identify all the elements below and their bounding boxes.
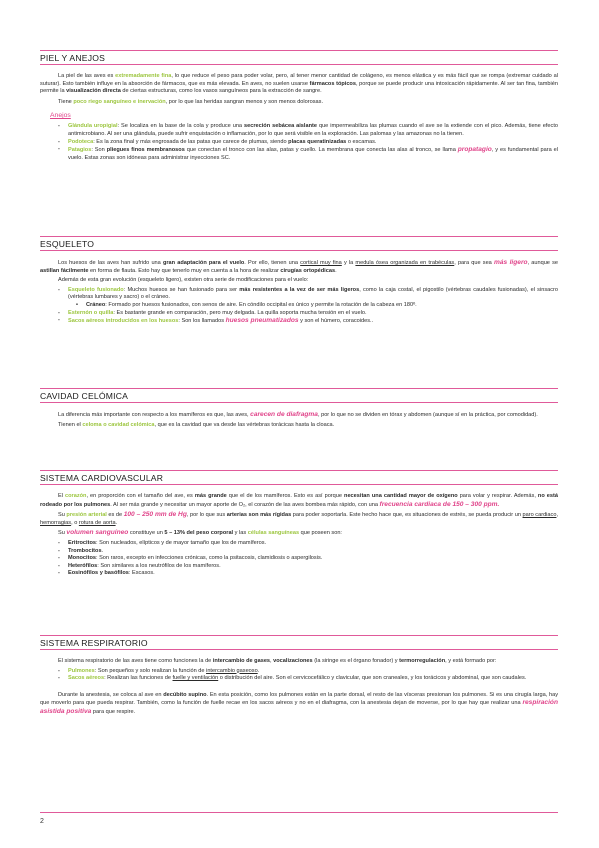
modificaciones-list [40, 287, 558, 326]
page-number: 2 [40, 818, 44, 825]
list-item: - Pulmones: Son pequeños y solo realizan la función de intercambio gaseoso. [68, 668, 558, 676]
paragraph: Además de esta gran evolución (esqueleto ligero), existen otra serie de modificaciones para el vuelo: [58, 277, 309, 284]
section-celomica [40, 388, 558, 429]
paragraph: Su volumen sanguíneo constituye un 5 – 13% del peso corporal y las células sanguíneas que poseen son: [58, 529, 342, 537]
section-respiratorio [40, 635, 558, 717]
section-title: ESQUELETO [40, 236, 558, 251]
list-item: - Eritrocitos: Son nucleados, elípticos y de mayor tamaño que los de mamíferos. [68, 540, 558, 548]
section-title: SISTEMA RESPIRATORIO [40, 635, 558, 650]
section-piel [40, 50, 558, 162]
list-item: - Heterófilos: Son similares a los neutrófilos de los mamíferos. [68, 563, 558, 571]
section-title: SISTEMA CARDIOVASCULAR [40, 470, 558, 485]
paragraph: La piel de las aves es extremadamente fina, lo que reduce el peso para poder volar, pero, al tener menor cantidad de colágeno, es menos elástica y es más fácil que se rompa (extremar cuidado al suturar). Esto también influye en la absorción de fármacos, que es más elevada. En aves, no suelen usarse fármacos tópicos, porque se puede producir una intoxicación rápidamente. Al ser tan fina, también permite la visualización directa de ciertas estructuras, como los vasos sanguíneos para la extracción de sangre. [40, 73, 558, 95]
anejos-list [40, 123, 558, 162]
paragraph: Tiene poco riego sanguíneo e inervación, por lo que las heridas sangran menos y son menos dolorosas. [58, 98, 324, 105]
list-item: - Monocitos: Son raros, excepto en infecciones crónicas, como la psitacosis, clamidiosis o aspergilosis. [68, 555, 558, 563]
list-item: - Sacos aéreos introducidos en los huesos: Son los llamados huesos pneumatizados y son el húmero, coracoides.. [68, 317, 558, 326]
celulas-list [40, 540, 558, 578]
paragraph: Tienen el celoma o cavidad celómica, que es la cavidad que va desde las vértebras torácicas hasta la cloaca. [58, 421, 335, 428]
section-esqueleto [40, 236, 558, 326]
subheading-anejos: Anejos [50, 112, 71, 120]
list-item: - Glándula uropigial: Se localiza en la base de la cola y produce una secreción sebácea aislante que impermeabiliza las plumas cuando el ave se la extiende con el pico. Además, tiene efecto antimicrobiano. Al ser una glándula, puede sufrir enquistación o inflamación, por lo que será visible en la exploración. Las palomas y las amazonas no la tienen. [68, 123, 558, 138]
paragraph: El corazón, en proporción con el tamaño del ave, es más grande que el de los mamíferos. Esto es así porque necesitan una cantidad mayor de oxígeno para volar y respirar. Además, no está rodeado por los pulmones. Al ser más grande y necesitar un mayor aporte de O₂, el corazón de las aves bombea más rápido, con una frecuencia cardiaca de 150 – 300 ppm. [40, 493, 558, 508]
paragraph: Los huesos de las aves han sufrido una gran adaptación para el vuelo. Por ello, tienen una cortical muy fina y la medula ósea organizada en trabéculas, para que sea más ligero, aunque se astillan fácilmente en forma de flauta. Esto hay que tenerlo muy en cuenta a la hora de realizar cirugías ortopédicas. [40, 259, 558, 274]
paragraph: La diferencia más importante con respecto a los mamíferos es que, las aves, carecen de diafragma, por lo que no se dividen en tórax y abdomen (aunque sí en la práctica, por comodidad). [58, 411, 538, 418]
section-title: PIEL Y ANEJOS [40, 50, 558, 65]
list-item: - Sacos aéreos: Realizan las funciones de fuelle y ventilación o distribución del aire. Son el cervicocefálico y clavicular, que son craneales, y los torácicos y abdominal, que son caudales. [68, 675, 558, 683]
section-cardiovascular [40, 470, 558, 578]
list-item: - Esqueleto fusionado: Muchos huesos se han fusionado para ser más resistentes a la vez de ser más ligeros, como la caja costal, el pigostilo (vértebras caudales fusionadas), el sinsacro (vértebras lumbares y sacro) o el cráneo. • Cráneo: Formado por huesos fusionados, con senos de aire. En cóndilo occipital es único y permite la rotación de la cabeza en 180º. [68, 287, 558, 310]
list-item: - Patagios: Son pliegues finos membranosos que conectan el tronco con las alas, patas y cuello. La membrana que conecta las alas al tronco, se llama propatagio, y es fundamental para el vuelo. Estas zonas son idóneas para administrar inyecciones SC. [68, 146, 558, 162]
respiratorio-list [40, 668, 558, 683]
list-item: - Esternón o quilla: Es bastante grande en comparación, pero muy delgada. La quilla soporta mucha tensión en el vuelo. [68, 310, 558, 318]
paragraph: Su presión arterial es de 100 – 250 mm de Hg, por lo que sus arterias son más rígidas para poder soportarla. Este hecho hace que, es situaciones de estrés, se pueda producir un paro cardiaco, hemorragias, o rotura de aorta. [40, 511, 559, 526]
footer-divider [40, 812, 558, 813]
section-title: CAVIDAD CELÓMICA [40, 388, 558, 403]
list-item: • Cráneo: Formado por huesos fusionados, con senos de aire. En cóndilo occipital es único y permite la rotación de la cabeza en 180º. [86, 302, 558, 310]
list-item: - Eosinófilos y basófilos: Escasos. [68, 570, 558, 578]
list-item: - Podoteca: Es la zona final y más engrosada de las patas que carece de plumas, siendo placas queratinizadas o escamas. [68, 139, 558, 147]
list-item: - Trombocitos. [68, 548, 558, 556]
paragraph: Durante la anestesia, se coloca al ave en decúbito supino. En esta posición, como los pulmones están en la parte dorsal, el resto de las vísceras presionan los pulmones. Si es una cirugía larga, hay que moverlo para que pueda respirar. También, como la función de fuelle recae en los sacos aéreos y no en el diafragma, con la anestesia dejan de moverse, por lo que hay que realizar una respiración asistida positiva para que respire. [40, 691, 558, 715]
paragraph: El sistema respiratorio de las aves tiene como funciones la de intercambio de gases, vocalizaciones (la siringe es el órgano fonador) y termorregulación, y está formado por: [58, 658, 497, 664]
